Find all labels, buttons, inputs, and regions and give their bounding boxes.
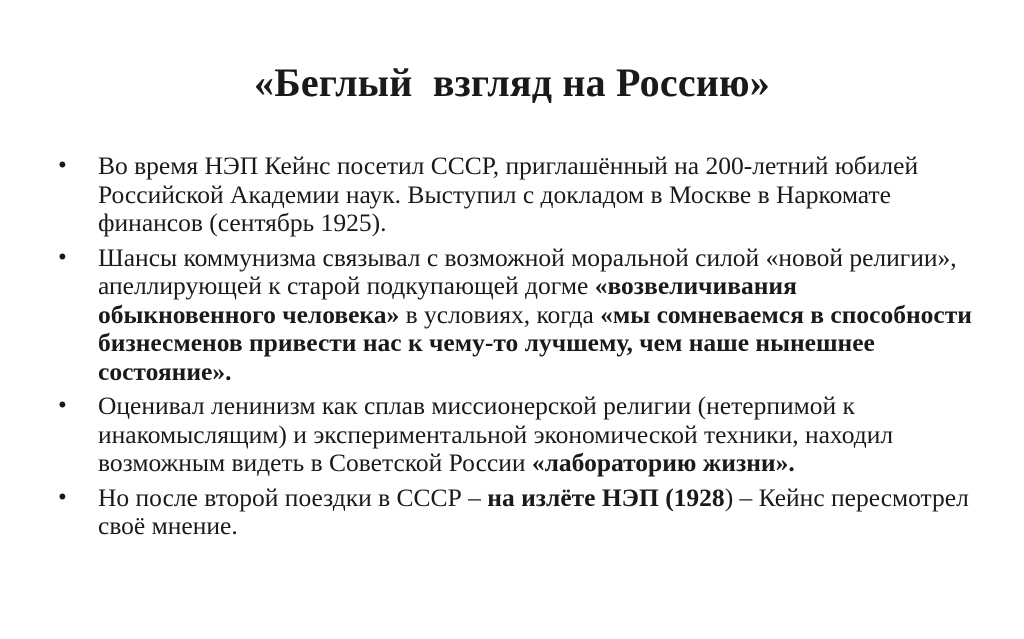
bullet-4-text-cont: ) – Кейнс пересмотрел своё мнение. — [98, 482, 969, 540]
bullet-dot-icon: • — [58, 392, 67, 419]
bullet-2-text-cont: в условиях, когда — [399, 299, 601, 329]
bullet-list — [58, 152, 978, 547]
bullet-item-3 — [58, 392, 978, 478]
slide-title: «Беглый взгляд на Россию» — [254, 60, 770, 105]
bullet-2-quote-businessmen: «мы сомневаемся в способности бизнесменов привести нас к чему-то лучшему, чем наше нынешнее состояние». — [98, 299, 972, 386]
bullet-4-text: Но после второй поездки в СССР – — [98, 482, 488, 512]
bullet-2-quote-ordinary-man: «возвеличивания обыкновенного человека» — [98, 271, 797, 329]
bullet-3-text: Оценивал ленинизм как сплав миссионерской религии (нетерпимой к инакомыслящим) и экспериментальной экономической техники, находил возможным видеть в Советской России — [98, 391, 919, 477]
bullet-2-text: Шансы коммунизма связывал с возможной моральной силой «новой религии», апеллирующей к старой подкупающей догме — [98, 242, 957, 300]
bullet-1-text: Во время НЭП Кейнс посетил СССР, приглашённый на 200-летний юбилей Российской Академии наук. Выступил с докладом в Москве в Наркомате финансов (сентябрь 1925). — [98, 151, 919, 237]
bullet-item-2 — [58, 244, 978, 387]
bullet-3-quote-laboratory: «лабораторию жизни». — [531, 448, 795, 477]
bullet-item-4 — [58, 484, 978, 541]
bullet-dot-icon: • — [58, 483, 67, 511]
bullet-item-1 — [58, 152, 978, 238]
bullet-dot-icon: • — [58, 243, 67, 271]
bullet-4-nep-end: на излёте НЭП (1928 — [487, 482, 725, 512]
bullet-dot-icon: • — [58, 152, 67, 179]
